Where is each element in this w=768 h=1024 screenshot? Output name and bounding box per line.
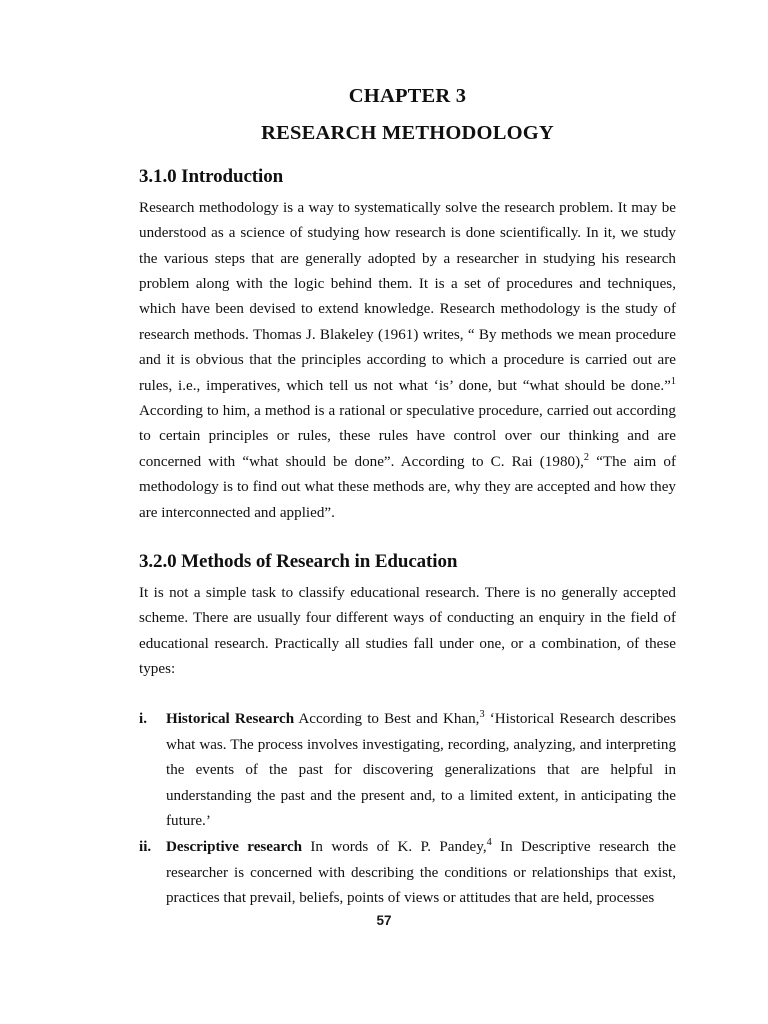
method-text-after-footnote: In Descriptive research the researcher is concerned with describing the conditions or relationships that exist, practices that prevail, beliefs, points of views or attitudes that are held, processes <box>166 839 677 907</box>
introduction-text-part-2: According to him, a method is a rational or speculative procedure, carried out according to certain principles or rules, these rules have control over our thinking and are concerned with “what should be done”. According to C. Rai (1980), <box>139 403 676 470</box>
footnote-marker-1: 1 <box>670 375 676 387</box>
list-marker-ii: ii. <box>139 839 152 856</box>
chapter-number-heading: CHAPTER 3 <box>348 85 467 107</box>
method-text-before-footnote: According to Best and Khan, <box>294 711 480 728</box>
list-item <box>139 707 676 834</box>
methods-intro-paragraph: It is not a simple task to classify educational research. There is no generally accepted scheme. There are usually four different ways of conducting an enquiry in the field of educational research. Practically all studies fall under one, or a combination, of these types: <box>139 584 676 677</box>
method-text-after-footnote: ‘Historical Research describes what was. The process involves investigating, recording, analyzing, and interpreting the events of the past for discovering generalizations that are helpful in understanding the past and the present and, to a limited extent, in anticipating the future.’ <box>166 711 677 830</box>
footnote-marker-4: 4 <box>486 837 492 849</box>
chapter-title-heading: RESEARCH METHODOLOGY <box>261 121 554 144</box>
footnote-marker-3: 3 <box>479 709 485 721</box>
list-item-body <box>166 707 676 834</box>
method-term-descriptive-research: Descriptive research <box>166 839 303 856</box>
introduction-paragraph <box>139 196 676 526</box>
section-heading-methods-of-research: 3.2.0 Methods of Research in Education <box>139 551 458 573</box>
method-text-before-footnote: In words of K. P. Pandey, <box>302 839 487 856</box>
page-number: 57 <box>376 913 392 928</box>
introduction-text-part-1: Research methodology is a way to systematically solve the research problem. It may be understood as a science of studying how research is done scientifically. In it, we study the various steps that are generally adopted by a researcher in studying his research problem along with the logic behind them. It is a set of procedures and techniques, which have been devised to extend knowledge. Research methodology is the study of research methods. Thomas J. Blakeley (1961) writes, “ By methods we mean procedure and it is obvious that the principles according to which a procedure is carried out are rules, i.e., imperatives, which tell us not what ‘is’ done, but “what should be done.” <box>139 199 676 394</box>
list-item-body <box>166 835 676 911</box>
introduction-text-part-3: “The aim of methodology is to find out what these methods are, why they are accepted and how they are interconnected and applied”. <box>139 453 676 521</box>
footnote-marker-2: 2 <box>583 451 590 463</box>
section-heading-introduction: 3.1.0 Introduction <box>139 166 284 187</box>
list-marker-i: i. <box>139 711 147 728</box>
page-content <box>139 86 676 912</box>
list-item <box>139 835 676 911</box>
method-term-historical-research: Historical Research <box>166 711 295 728</box>
research-methods-list <box>139 707 676 911</box>
